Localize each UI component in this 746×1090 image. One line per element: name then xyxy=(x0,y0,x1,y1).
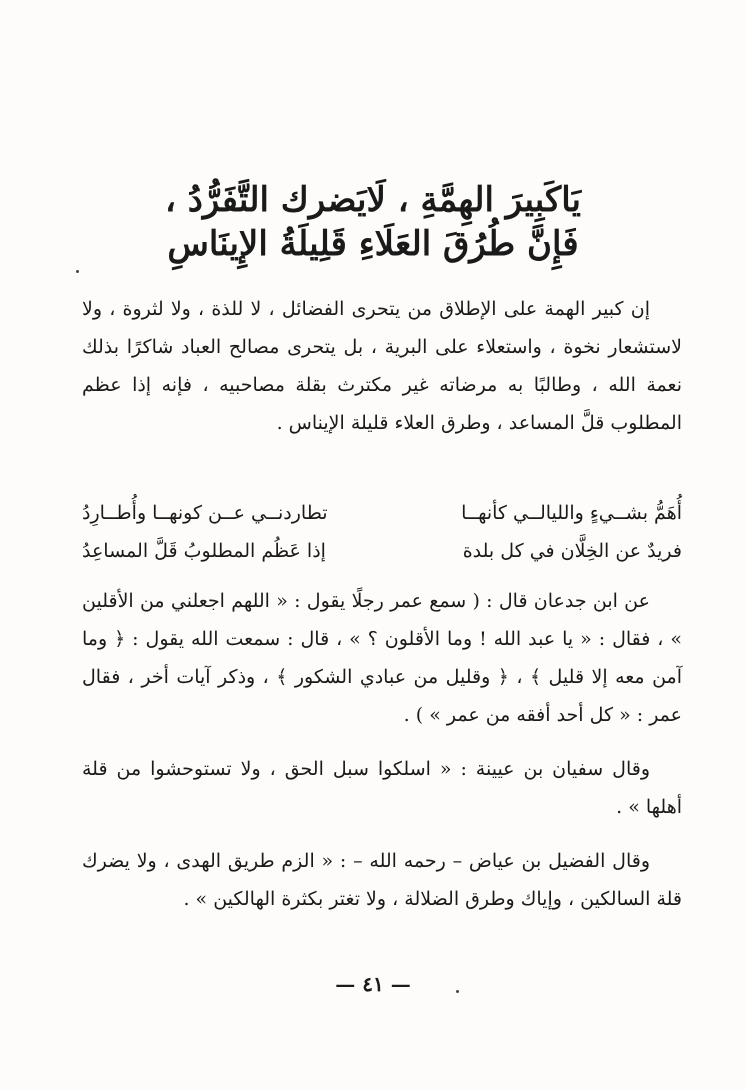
verse-1-second-hemistich: تطاردنــي عــن كونهــا وأُطــارِدُ xyxy=(82,502,328,524)
verse-1-first-hemistich: أُهَمُّ بشــيءٍ والليالــي كأنهــا xyxy=(461,502,682,524)
title-line-2: فَإِنَّ طُرُقَ العَلَاءِ قَلِيلَةُ الإِينَاسِ xyxy=(167,224,579,264)
speck-mark xyxy=(76,270,79,273)
verse-row-2 xyxy=(82,532,682,570)
poetry-verse xyxy=(82,494,682,570)
page-number: — ٤١ — xyxy=(335,972,411,996)
paragraph-4-text: وقال الفضيل بن عياض – رحمه الله – : « الزم طريق الهدى ، ولا يضرك قلة السالكين ، وإياك وطرق الضلالة ، ولا تغتر بكثرة الهالكين » . xyxy=(82,850,682,910)
paragraph-2 xyxy=(82,582,682,734)
paragraph-1-text: إن كبير الهمة على الإطلاق من يتحرى الفضائل ، لا للذة ، ولا لثروة ، ولا لاستشعار نخوة ، واستعلاء على البرية ، بل يتحرى مصالح العباد شاكرًا بذلك نعمة الله ، وطالبًا به مرضاته غير مكترث بقلة مصاحبيه ، فإنه إذا عظم المطلوب قلَّ المساعد ، وطرق العلاء قليلة الإيناس . xyxy=(82,298,682,434)
paragraph-2-text: عن ابن جدعان قال : ( سمع عمر رجلًا يقول : « اللهم اجعلني من الأقلين » ، فقال : « يا عبد الله ! وما الأقلون ؟ » ، قال : سمعت الله يقول : ﴿ وما آمن معه إلا قليل ﴾ ، ﴿ وقليل من عبادي الشكور ﴾ ، وذكر آيات أخر ، فقال عمر : « كل أحد أفقه من عمر » ) . xyxy=(82,590,682,726)
verse-row-1 xyxy=(82,494,682,532)
paragraph-3 xyxy=(82,750,682,826)
paragraph-3-text: وقال سفيان بن عيينة : « اسلكوا سبل الحق ، ولا تستوحشوا من قلة أهلها » . xyxy=(82,758,682,818)
verse-2-first-hemistich: فريدٌ عن الخِلَّان في كل بلدة xyxy=(462,540,682,562)
paragraph-1 xyxy=(82,290,682,442)
title-line-1: يَاكَبِيرَ الهِمَّةِ ، لَايَضرك التَّفَرُّدُ ، xyxy=(164,180,582,220)
paragraph-4 xyxy=(82,842,682,918)
verse-2-second-hemistich: إذا عَظُم المطلوبُ قَلَّ المساعِدُ xyxy=(82,540,326,562)
